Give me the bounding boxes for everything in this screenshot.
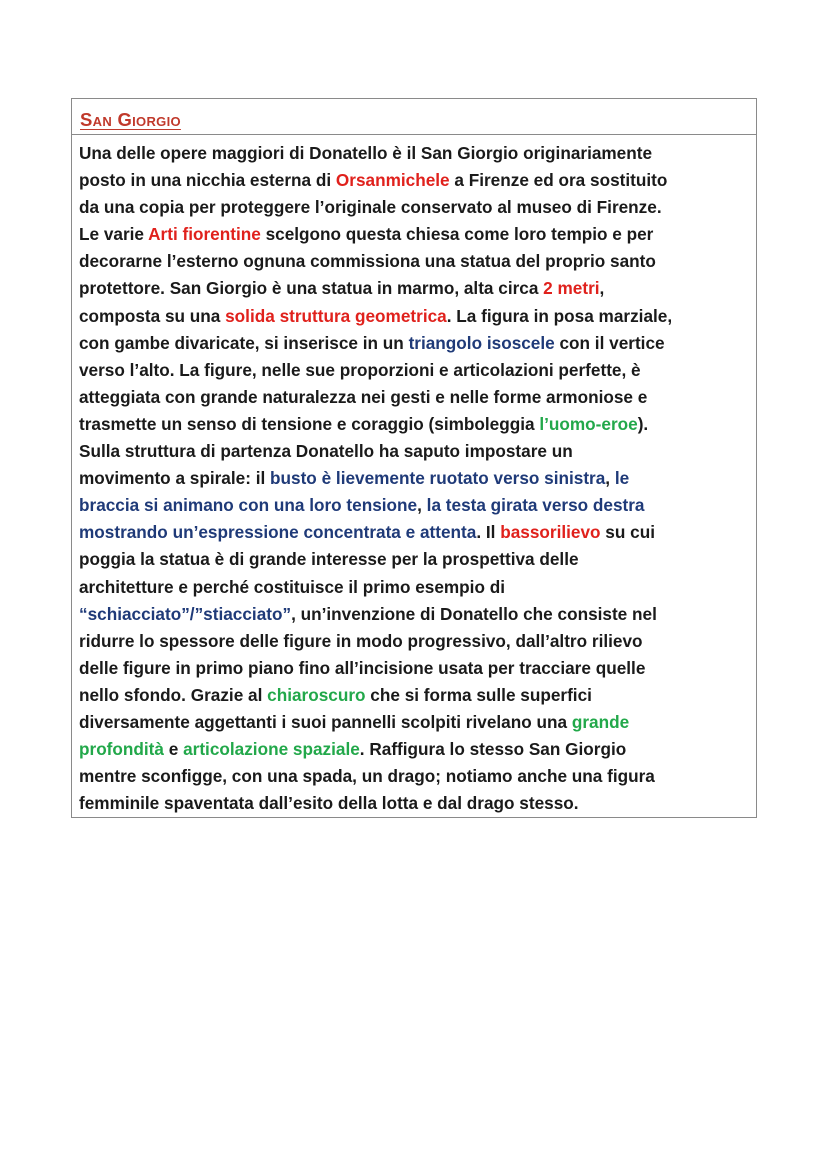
highlighted-term: braccia si animano con una loro tensione bbox=[79, 495, 418, 516]
text-line bbox=[79, 221, 751, 248]
text-line bbox=[79, 194, 751, 221]
highlighted-term: 2 metri bbox=[543, 278, 600, 299]
text-segment: delle figure in primo piano fino all’incisione usata per tracciare quelle bbox=[79, 657, 646, 678]
text-line bbox=[79, 248, 751, 275]
highlighted-term: le bbox=[614, 468, 630, 489]
highlighted-term: l’uomo-eroe bbox=[539, 413, 638, 434]
text-line bbox=[79, 574, 751, 601]
text-segment: scelgono questa chiesa come loro tempio e per bbox=[260, 224, 654, 245]
body-paragraph bbox=[72, 135, 756, 817]
highlighted-term: Orsanmichele bbox=[335, 170, 450, 191]
text-line bbox=[79, 357, 751, 384]
text-segment: e bbox=[163, 739, 184, 760]
text-line bbox=[79, 709, 751, 736]
highlighted-term: grande bbox=[571, 711, 630, 732]
text-segment: verso l’alto. La figure, nelle sue proporzioni e articolazioni perfette, è bbox=[79, 359, 641, 380]
text-line bbox=[79, 682, 751, 709]
highlighted-term: solida struttura geometrica bbox=[225, 305, 447, 326]
text-segment: poggia la statua è di grande interesse per la prospettiva delle bbox=[79, 549, 579, 570]
text-segment: . Raffigura lo stesso San Giorgio bbox=[359, 739, 627, 760]
text-line bbox=[79, 384, 751, 411]
text-box bbox=[71, 98, 757, 818]
text-segment: su cui bbox=[600, 522, 655, 543]
highlighted-term: articolazione spaziale bbox=[183, 739, 360, 760]
text-segment: che si forma sulle superfici bbox=[365, 684, 592, 705]
text-segment: con gambe divaricate, si inserisce in un bbox=[79, 332, 409, 353]
text-segment: ridurre lo spessore delle figure in modo progressivo, dall’altro rilievo bbox=[79, 630, 643, 651]
text-line bbox=[79, 303, 751, 330]
text-line bbox=[79, 140, 751, 167]
text-line bbox=[79, 330, 751, 357]
text-line bbox=[79, 790, 751, 817]
text-segment: femminile spaventata dall’esito della lotta e dal drago stesso. bbox=[79, 793, 579, 814]
text-segment: , bbox=[417, 495, 427, 516]
highlighted-term: Arti fiorentine bbox=[148, 224, 261, 245]
text-line bbox=[79, 438, 751, 465]
text-line bbox=[79, 628, 751, 655]
text-line bbox=[79, 492, 751, 519]
text-segment: con il vertice bbox=[554, 332, 665, 353]
highlighted-term: la testa girata verso destra bbox=[426, 495, 645, 516]
highlighted-term: chiaroscuro bbox=[267, 684, 366, 705]
text-segment: diversamente aggettanti i suoi pannelli scolpiti rivelano una bbox=[79, 711, 572, 732]
text-segment: , bbox=[605, 468, 615, 489]
text-segment: Una delle opere maggiori di Donatello è il San Giorgio originariamente bbox=[79, 143, 653, 163]
text-segment: ). bbox=[637, 413, 649, 434]
text-segment: , un’invenzione di Donatello che consiste nel bbox=[291, 603, 657, 624]
text-line bbox=[79, 519, 751, 546]
text-segment: atteggiata con grande naturalezza nei gesti e nelle forme armoniose e bbox=[79, 386, 648, 407]
highlighted-term: profondità bbox=[79, 739, 164, 760]
text-line bbox=[79, 546, 751, 573]
text-segment: a Firenze ed ora sostituito bbox=[449, 170, 668, 191]
text-line bbox=[79, 736, 751, 763]
text-segment: movimento a spirale: il bbox=[79, 468, 271, 489]
section-title: San Giorgio bbox=[80, 109, 181, 130]
text-line bbox=[79, 465, 751, 492]
text-segment: composta su una bbox=[79, 305, 226, 326]
title-row bbox=[72, 99, 756, 135]
highlighted-term: mostrando un’espressione concentrata e attenta bbox=[79, 522, 477, 543]
text-segment: Sulla struttura di partenza Donatello ha saputo impostare un bbox=[79, 441, 573, 462]
text-segment: protettore. San Giorgio è una statua in marmo, alta circa bbox=[79, 278, 544, 299]
text-line bbox=[79, 763, 751, 790]
text-segment: nello sfondo. Grazie al bbox=[79, 684, 268, 705]
text-line bbox=[79, 411, 751, 438]
text-segment: trasmette un senso di tensione e coraggio (simboleggia bbox=[79, 413, 540, 434]
text-segment: . La figura in posa marziale, bbox=[446, 305, 673, 326]
text-segment: . Il bbox=[476, 522, 501, 543]
highlighted-term: bassorilievo bbox=[500, 522, 601, 543]
text-segment: architetture e perché costituisce il primo esempio di bbox=[79, 576, 505, 597]
highlighted-term: busto è lievemente ruotato verso sinistra bbox=[270, 468, 606, 489]
text-segment: decorarne l’esterno ognuna commissiona una statua del proprio santo bbox=[79, 251, 656, 272]
highlighted-term: triangolo isoscele bbox=[408, 332, 555, 353]
text-line bbox=[79, 275, 751, 302]
text-segment: posto in una nicchia esterna di bbox=[79, 170, 336, 191]
highlighted-term: “schiacciato”/”stiacciato” bbox=[79, 603, 292, 624]
text-line bbox=[79, 167, 751, 194]
text-segment: Le varie bbox=[79, 224, 149, 245]
text-line bbox=[79, 601, 751, 628]
text-segment: mentre sconfigge, con una spada, un drago; notiamo anche una figura bbox=[79, 766, 655, 787]
text-segment: da una copia per proteggere l’originale conservato al museo di Firenze. bbox=[79, 197, 662, 218]
text-segment: , bbox=[599, 278, 605, 299]
text-line bbox=[79, 655, 751, 682]
